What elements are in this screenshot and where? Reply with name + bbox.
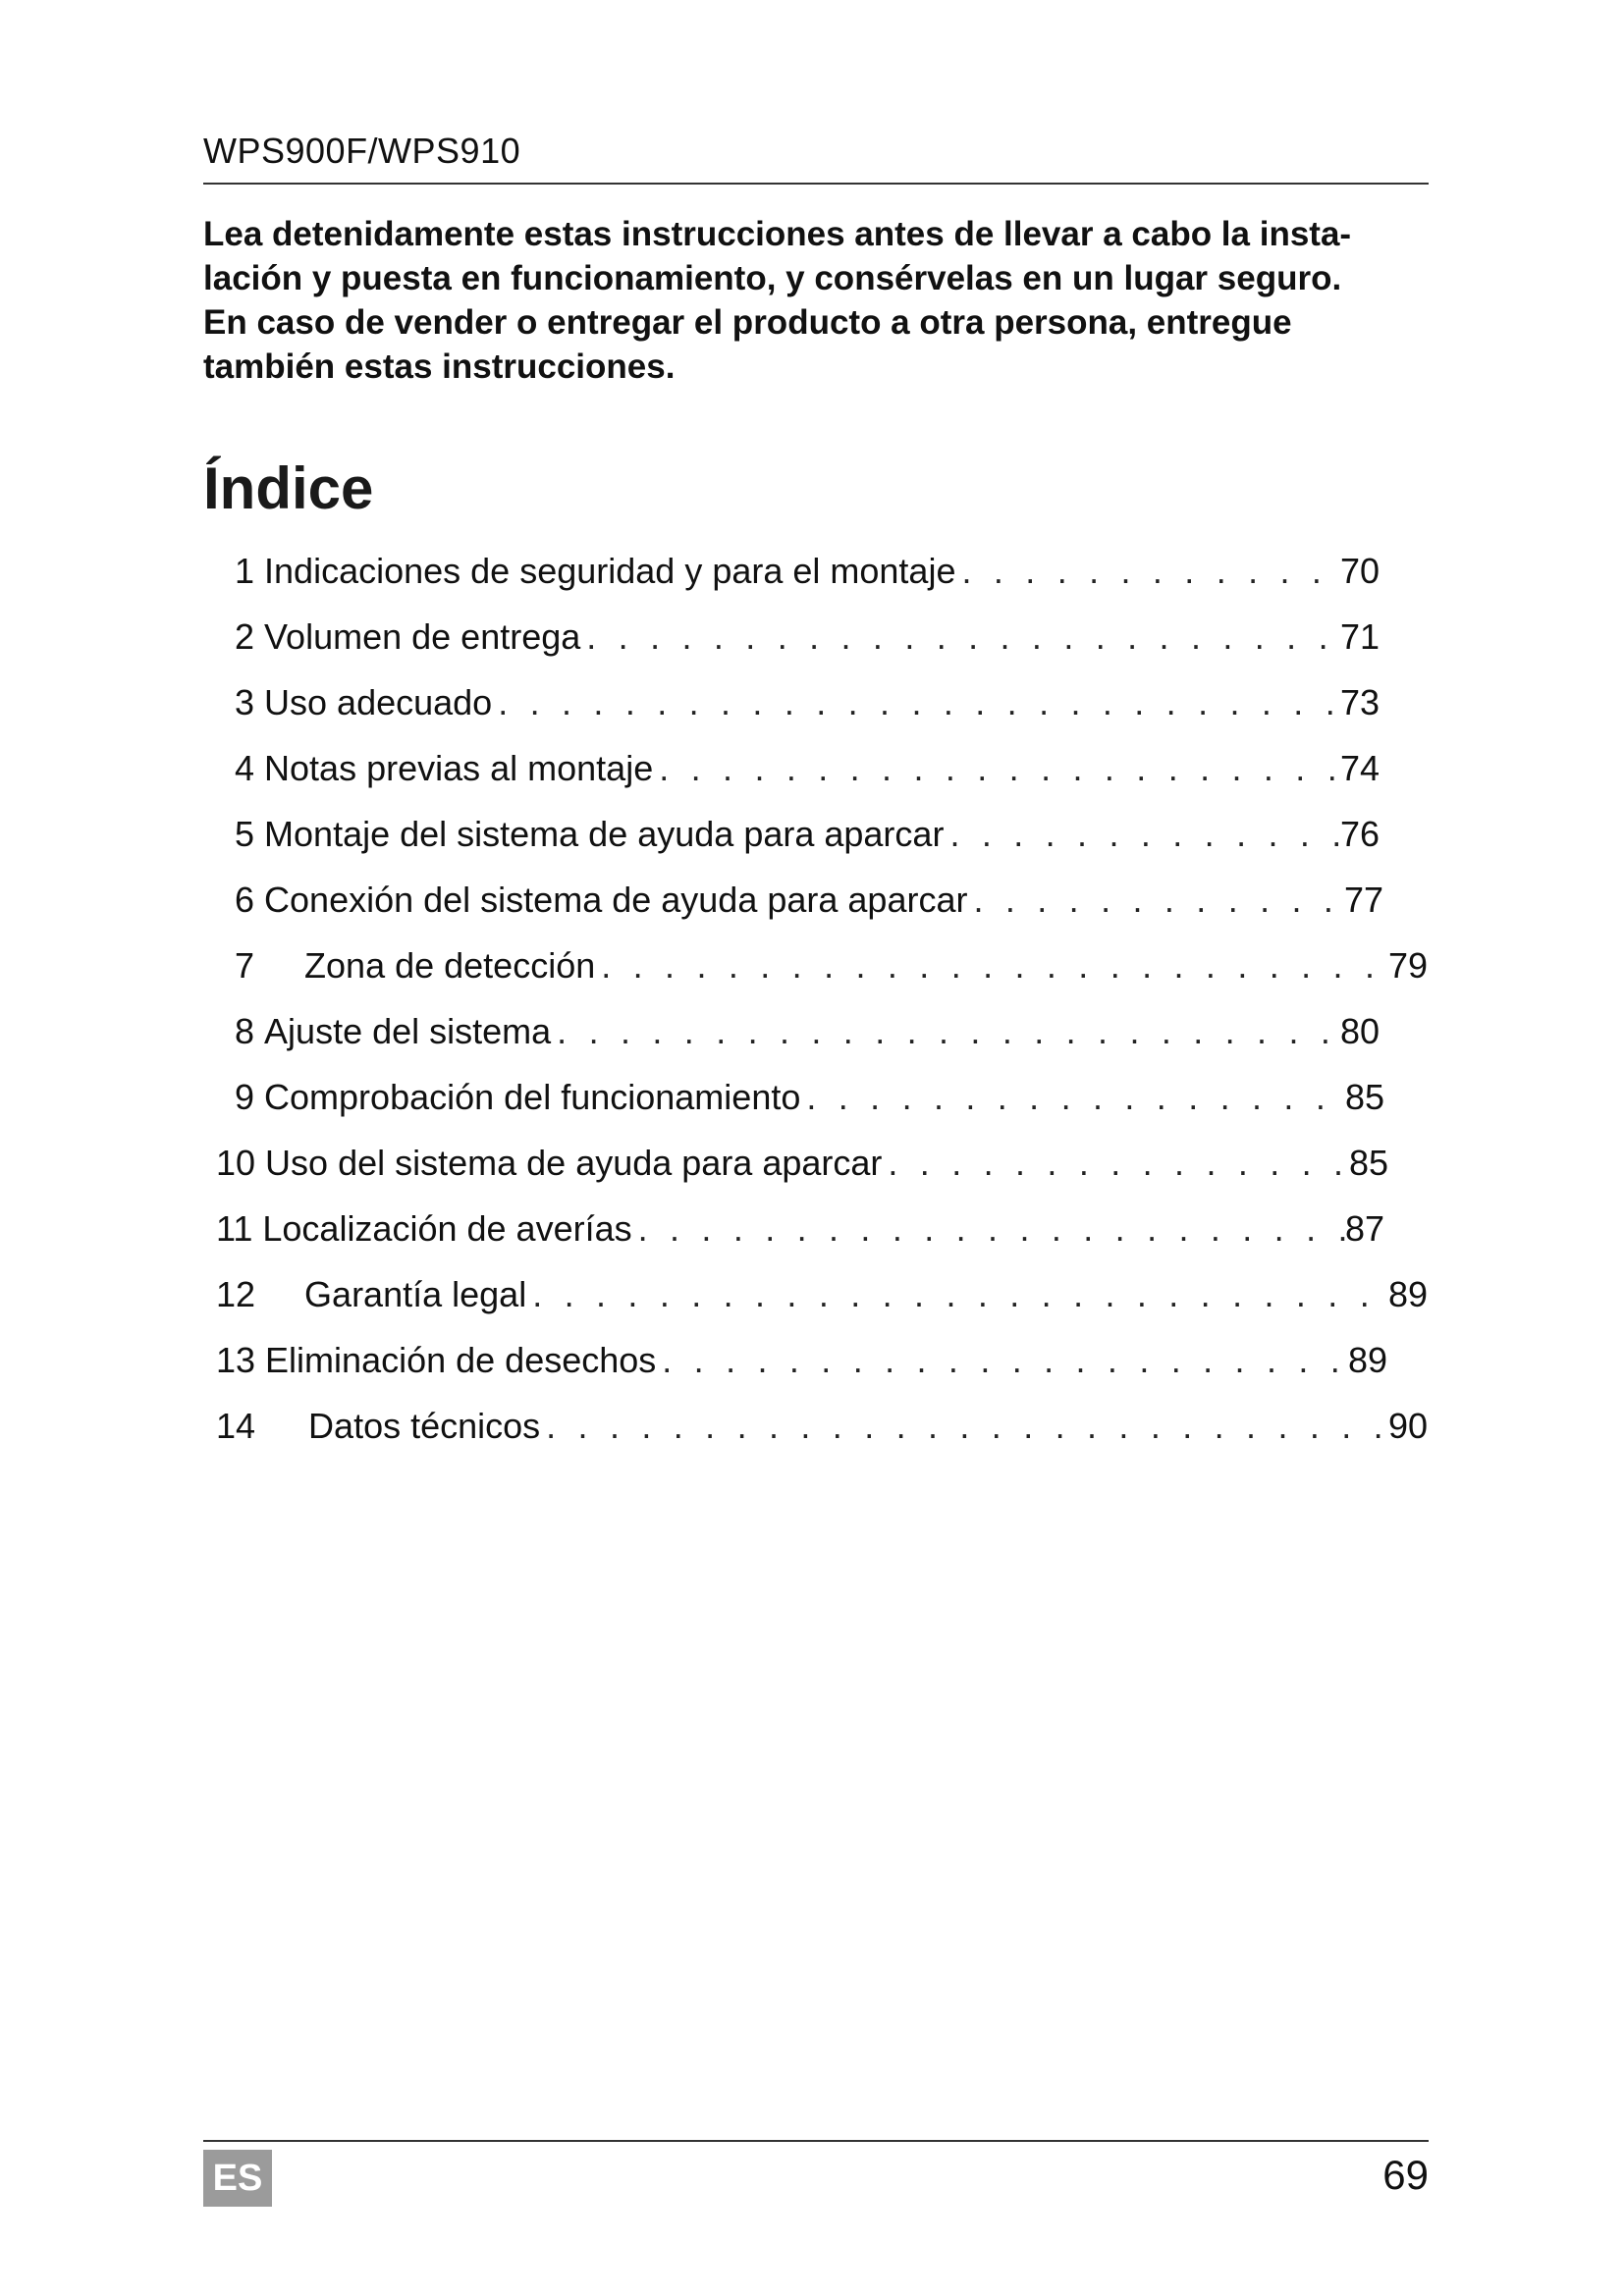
toc-entry-page: 71 [1339,616,1380,657]
toc-entry-number: 1 [235,551,255,591]
toc-entry-page: 90 [1387,1406,1428,1446]
toc-entry-number: 14 [216,1406,256,1446]
toc-dot-leader [967,879,1343,922]
toc-entry-label: Notas previas al montaje [264,748,654,788]
toc-entry[interactable] [235,550,1380,593]
toc-entry-label: Indicaciones de seguridad y para el montaje [264,551,956,591]
toc-entry-page: 85 [1344,1077,1384,1117]
toc-entry-label: Ajuste del sistema [264,1011,552,1051]
toc-entry-label: Conexión del sistema de ayuda para aparcar [264,880,968,920]
toc-entry-label: Garantía legal [304,1274,527,1314]
page-number: 69 [1382,2152,1429,2198]
toc-entry[interactable] [216,1273,1428,1316]
toc-entry-page: 77 [1343,880,1383,920]
toc-entry-label: Uso adecuado [264,682,493,722]
header-divider [203,183,1429,185]
intro-line: también estas instrucciones. [203,347,676,386]
toc-entry-label: Uso del sistema de ayuda para aparcar [265,1143,883,1183]
toc-entry-label: Localización de averías [262,1208,632,1249]
toc-dot-leader [653,747,1340,790]
toc-entry-number: 9 [235,1077,255,1117]
toc-entry[interactable] [235,681,1380,724]
toc-entry-label: Eliminación de desechos [265,1340,657,1380]
toc-entry-page: 80 [1339,1011,1380,1051]
toc-entry-page: 85 [1348,1143,1388,1183]
toc-entry[interactable] [216,1339,1387,1382]
toc-entry-number: 3 [235,682,255,722]
toc-entry-label: Zona de detección [304,945,596,986]
toc-entry[interactable] [235,813,1380,856]
intro-paragraph [203,212,1440,389]
toc-entry[interactable] [235,1010,1380,1053]
toc-entry[interactable] [235,944,1428,988]
toc-entry[interactable] [235,879,1383,922]
toc-entry-number: 5 [235,814,255,854]
toc-entry-number: 7 [235,945,255,986]
toc-entry-page: 70 [1339,551,1380,591]
toc-entry-number: 6 [235,880,255,920]
toc-entry-label: Montaje del sistema de ayuda para aparcar [264,814,945,854]
toc-dot-leader [632,1207,1345,1251]
toc-dot-leader [656,1339,1348,1382]
intro-line: En caso de vender o entregar el producto a otra persona, entregue [203,303,1292,342]
intro-line: lación y puesta en funcionamiento, y consérvelas en un lugar seguro. [203,259,1342,297]
toc-entry-page: 76 [1339,814,1380,854]
toc-entry[interactable] [216,1405,1428,1448]
toc-entry-number: 4 [235,748,255,788]
toc-entry-page: 74 [1339,748,1380,788]
toc-entry-number: 13 [216,1340,256,1380]
toc-entry[interactable] [216,1207,1384,1251]
toc-title: Índice [203,455,374,521]
language-badge: ES [203,2150,272,2207]
toc-dot-leader [580,615,1340,659]
toc-entry-page: 87 [1344,1208,1384,1249]
toc-entry-page: 73 [1339,682,1380,722]
toc-entry[interactable] [235,1076,1384,1119]
toc-entry-label: Datos técnicos [308,1406,541,1446]
toc-dot-leader [944,813,1340,856]
footer-divider [203,2140,1429,2142]
toc-entry[interactable] [235,747,1380,790]
toc-dot-leader [800,1076,1345,1119]
toc-dot-leader [551,1010,1340,1053]
toc-dot-leader [526,1273,1388,1316]
toc-entry-number: 8 [235,1011,255,1051]
toc-entry[interactable] [235,615,1380,659]
toc-dot-leader [955,550,1339,593]
toc-dot-leader [882,1142,1349,1185]
toc-entry-page: 89 [1387,1274,1428,1314]
toc-entry-page: 79 [1387,945,1428,986]
toc-entry-number: 10 [216,1143,256,1183]
toc-dot-leader [540,1405,1388,1448]
toc-entry-label: Comprobación del funcionamiento [264,1077,801,1117]
document-model-header: WPS900F/WPS910 [203,131,521,171]
intro-line: Lea detenidamente estas instrucciones antes de llevar a cabo la insta- [203,215,1352,253]
toc-entry-label: Volumen de entrega [264,616,581,657]
toc-dot-leader [595,944,1388,988]
toc-entry-number: 11 [216,1208,253,1249]
toc-entry[interactable] [216,1142,1388,1185]
toc-entry-page: 89 [1347,1340,1387,1380]
toc-dot-leader [492,681,1340,724]
toc-entry-number: 2 [235,616,255,657]
toc-entry-number: 12 [216,1274,256,1314]
